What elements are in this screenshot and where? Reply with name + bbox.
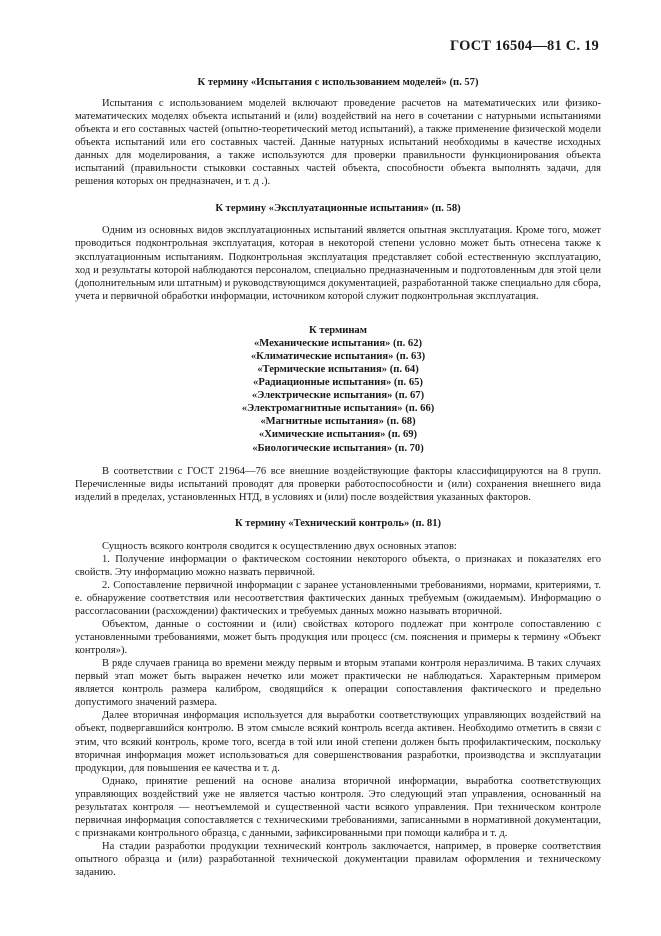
page-content (75, 76, 601, 879)
paragraph: На стадии разработки продукции технический контроль заключается, например, в проверке соответствия опытного образца и (или) разработанной технической документации правилам оформления и техническому заданию. (75, 840, 601, 878)
term-item: «Термические испытания» (п. 64) (257, 363, 419, 375)
section-term-58 (75, 202, 601, 302)
section-heading: К терминам (309, 324, 367, 336)
section-heading: К термину «Испытания с использованием моделей» (п. 57) (197, 77, 479, 88)
term-item: «Радиационные испытания» (п. 65) (253, 377, 423, 389)
paragraph: Объектом, данные о состоянии и (или) свойствах которого подлежат при контроле сопоставлению с установленными требованиями, может быть продукция или процесс (см. пояснения и примеры к термину «Объект контроля»). (75, 619, 601, 657)
term-item: «Биологические испытания» (п. 70) (252, 442, 424, 454)
term-item: «Электрические испытания» (п. 67) (251, 390, 425, 402)
paragraph: 1. Получение информации о фактическом состоянии некоторого объекта, о признаках и показателях его свойств. Эту информацию можно назвать первичной. (75, 553, 601, 578)
paragraph: Одним из основных видов эксплуатационных испытаний является опытная эксплуатация. Кроме того, может проводиться подконтрольная эксплуатация, которая в некоторой степени условно может быть отнесена также к эксплуатационным испытаниям. Подконтрольная эксплуатация представляет собой естественную эксплуатацию, ход и результаты которой наблюдаются персоналом, специально предназначенным и подготовленным для этой цели (дополнительным или штатным) и руководствующимся документацией, разработанной также специально для сбора, учета и первичной обработки информации, источником которой служит подконтрольная эксплуатация. (75, 225, 601, 302)
paragraph: Далее вторичная информация используется для выработки соответствующих управляющих воздействий на объект, подвергавшийся контролю. В этом смысле всякий контроль всегда активен. Необходимо отметить в связи с этим, что всякий контроль, кроме того, всегда в той или иной степени должен быть профилактическим, поскольку вторичная информация может использоваться для совершенствования разработки, производства и эксплуатации продукции, для повышения ее качества и т. д. (75, 710, 601, 774)
paragraph: В соответствии с ГОСТ 21964—76 все внешние воздействующие факторы классифицируются на 8 групп. Перечисленные виды испытаний проводят для проверки работоспособности и (или) сохранения внешнего вида изделий в пределах, установленных НТД, в условиях и (или) после воздействия указанных факторов. (75, 465, 601, 503)
page-header: ГОСТ 16504—81 С. 19 (450, 38, 599, 54)
term-item: «Электромагнитные испытания» (п. 66) (241, 403, 435, 415)
paragraph: Сущность всякого контроля сводится к осуществлению двух основных этапов: (102, 540, 457, 552)
paragraph: Испытания с использованием моделей включают проведение расчетов на математических или физико-математических моделях объекта испытаний и (или) воздействий на него в сочетании с натурными испытаниями объекта и его составных частей (опытно-теоретический метод испытаний), а также применение физической модели объекта испытаний или его составных частей. Данные натурных испытаний необходимы в качестве исходных данных для моделирования, а также используются для проверки правильности функционирования объекта испытаний (правильности стыковки составных частей объекта, способности объекта выполнять задачи, для решения которых он предназначен, и т. д .). (75, 98, 601, 188)
section-heading: К термину «Технический контроль» (п. 81) (234, 517, 442, 529)
section-term-57 (75, 76, 601, 188)
section-heading: К термину «Эксплуатационные испытания» (п. 58) (215, 203, 461, 215)
paragraph: 2. Сопоставление первичной информации с заранее установленными требованиями, нормами, критериями, т. е. обнаружение соответствия или несоответствия фактических данных требуемым (ожидаемым). Информацию о рассогласовании (расхождении) фактических и требуемых данных можно называть вторичной. (75, 579, 601, 618)
terms-heading-block (75, 324, 601, 455)
term-item: «Механические испытания» (п. 62) (253, 337, 423, 349)
term-item: «Химические испытания» (п. 69) (258, 429, 418, 441)
term-item: «Магнитные испытания» (п. 68) (260, 416, 416, 428)
section-term-81 (75, 517, 601, 879)
paragraph: Однако, принятие решений на основе анализа вторичной информации, выработка соответствующих управляющих воздействий уже не является частью контроля. Это следующий этап управления, основанный на результатах контроля — неотъемлемой и существенной части всякого управления. При техническом контроле первичная информация сопоставляется с техническими требованиями, записанными в нормативной документации, с признаками контрольного образца, с данными, зафиксированными при помощи калибра и т. д. (75, 775, 601, 839)
paragraph: В ряде случаев граница во времени между первым и вторым этапами контроля неразличима. В таких случаях первый этап может быть выражен нечетко или может практически не наблюдаться. Характерным примером является контроль размера калибром, сводящийся к операции сопоставления фактического и предельно допустимого значений размера. (75, 658, 601, 709)
term-item: «Климатические испытания» (п. 63) (250, 350, 426, 362)
section-terms-62-70 (75, 324, 601, 504)
